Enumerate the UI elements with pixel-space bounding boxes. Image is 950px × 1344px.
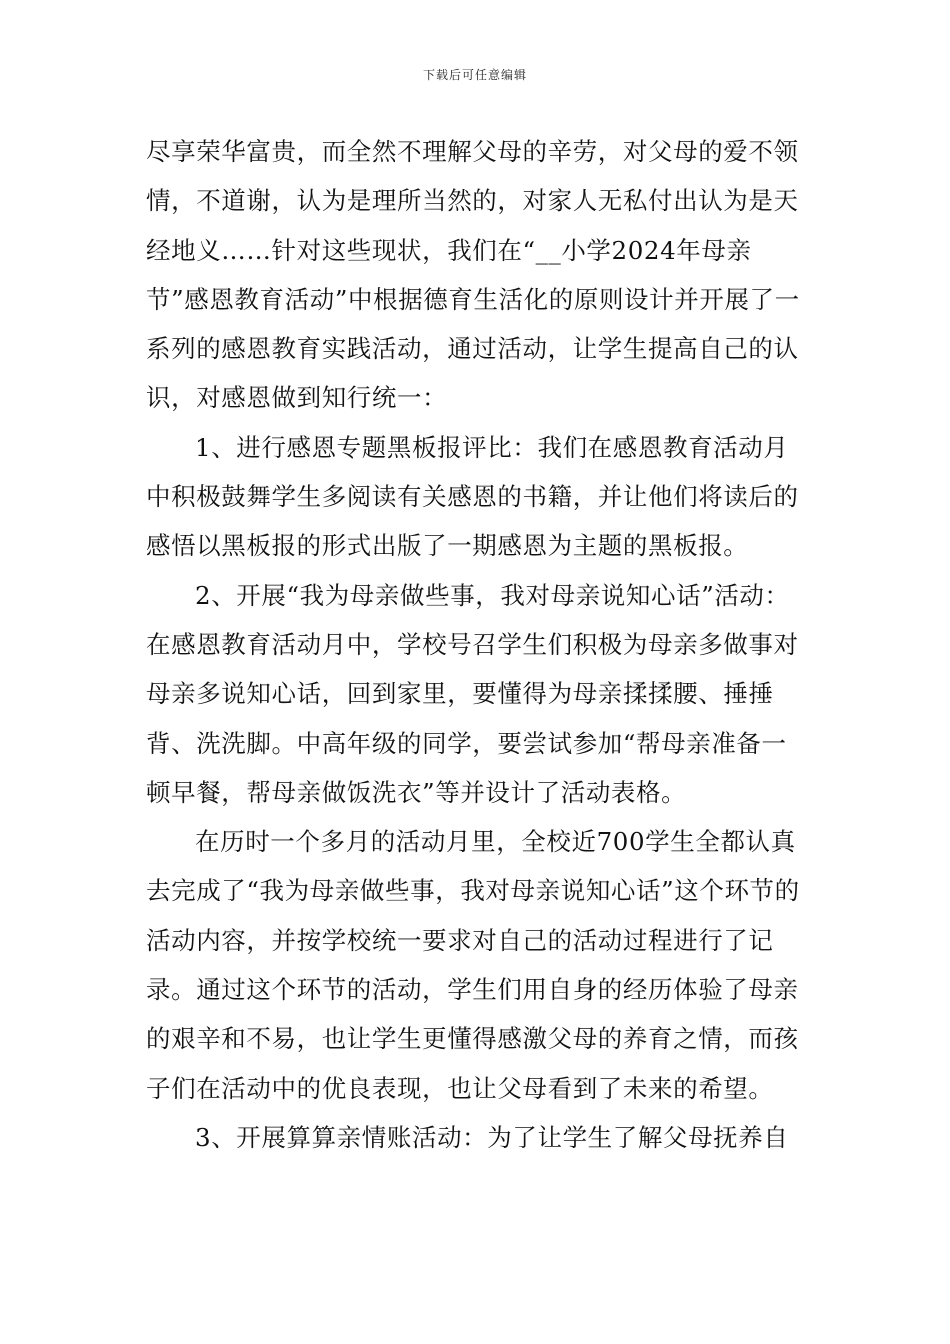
paragraph-item-2-mother-activity: 2、开展“我为母亲做些事，我对母亲说知心话”活动：在感恩教育活动月中，学校号召学生们积极为母亲多做事对母亲多说知心话，回到家里，要懂得为母亲揉揉腰、捶捶背、洗洗脚。中高年级的同学，要尝试参加“帮母亲准备一顿早餐，帮母亲做饭洗衣”等并设计了活动表格。 <box>146 580 799 807</box>
paragraph-intro: 尽享荣华富贵，而全然不理解父母的辛劳，对父母的爱不领情，不道谢，认为是理所当然的，对家人无私付出认为是天经地义……针对这些现状，我们在“__小学2024年母亲节”感恩教育活动”中根据德育生活化的原则设计并开展了一系列的感恩教育实践活动，通过活动，让学生提高自己的认识，对感恩做到知行统一： <box>146 137 800 413</box>
paragraph-activity-result: 在历时一个多月的活动月里，全校近700学生全都认真去完成了“我为母亲做些事，我对母亲说知心话”这个环节的活动内容，并按学校统一要求对自己的活动过程进行了记录。通过这个环节的活动，学生们用自身的经历体验了母亲的艰辛和不易，也让学生更懂得感激父母的养育之情，而孩子们在活动中的优良表现，也让父母看到了未来的希望。 <box>146 827 800 1103</box>
document-body <box>146 127 806 1162</box>
paragraph-item-1-blackboard: 1、进行感恩专题黑板报评比：我们在感恩教育活动月中积极鼓舞学生多阅读有关感恩的书籍，并让他们将读后的感悟以黑板报的形式出版了一期感恩为主题的黑板报。 <box>146 432 799 561</box>
page-header-note: 下载后可任意编辑 <box>422 68 527 82</box>
paragraph-item-3-family-account: 3、开展算算亲情账活动：为了让学生了解父母抚养自 <box>195 1122 789 1152</box>
